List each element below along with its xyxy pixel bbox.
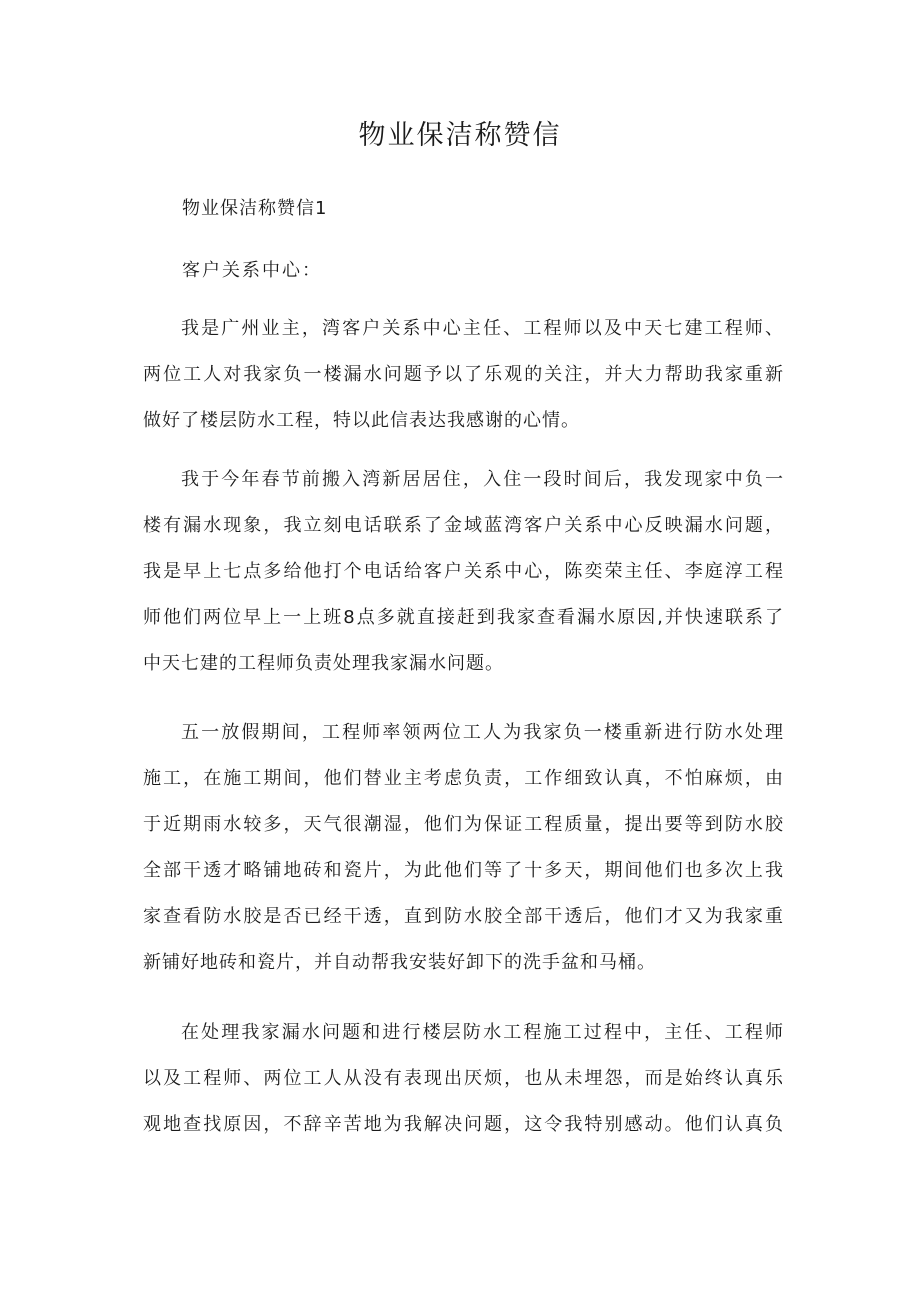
paragraph-line: 在处理我家漏水问题和进行楼层防水工程施工过程中，主任、工程师 [181, 1022, 783, 1043]
paragraph-line: 全部干透才略铺地砖和瓷片，为此他们等了十多天，期间他们也多次上我 [143, 860, 783, 881]
paragraph-line: 以及工程师、两位工人从没有表现出厌烦，也从未埋怨，而是始终认真乐 [143, 1068, 783, 1089]
letter-subtitle: 物业保洁称赞信1 [182, 198, 328, 219]
paragraph-line: 观地查找原因，不辞辛苦地为我解决问题，这令我特别感动。他们认真负 [143, 1114, 783, 1135]
paragraph-4 [143, 1010, 783, 1148]
paragraph-line: 新铺好地砖和瓷片，并自动帮我安装好卸下的洗手盆和马桶。 [143, 952, 656, 973]
paragraph-line: 我是早上七点多给他打个电话给客户关系中心，陈奕荣主任、李庭淳工程 [143, 561, 783, 582]
paragraph-1 [143, 306, 783, 444]
paragraph-line: 做好了楼层防水工程，特以此信表达我感谢的心情。 [143, 410, 580, 431]
paragraph-3 [143, 710, 783, 986]
paragraph-line: 施工，在施工期间，他们替业主考虑负责，工作细致认真，不怕麻烦，由 [143, 768, 783, 789]
paragraph-line: 我是广州业主，湾客户关系中心主任、工程师以及中天七建工程师、 [181, 318, 783, 339]
paragraph-line: 楼有漏水现象，我立刻电话联系了金域蓝湾客户关系中心反映漏水问题， [143, 515, 783, 536]
document-title: 物业保洁称赞信 [358, 120, 562, 151]
paragraph-line: 两位工人对我家负一楼漏水问题予以了乐观的关注，并大力帮助我家重新 [143, 364, 783, 385]
paragraph-line: 中天七建的工程师负责处理我家漏水问题。 [143, 653, 504, 674]
paragraph-line: 师他们两位早上一上班8点多就直接赶到我家查看漏水原因,并快速联系了 [143, 607, 783, 628]
paragraph-line: 五一放假期间，工程师率领两位工人为我家负一楼重新进行防水处理 [181, 722, 783, 743]
paragraph-line: 家查看防水胶是否已经干透，直到防水胶全部干透后，他们才又为我家重 [143, 906, 783, 927]
paragraph-2 [143, 457, 783, 687]
paragraph-line: 于近期雨水较多，天气很潮湿，他们为保证工程质量，提出要等到防水胶 [143, 814, 783, 835]
salutation: 客户关系中心： [182, 260, 322, 281]
paragraph-line: 我于今年春节前搬入湾新居居住，入住一段时间后，我发现家中负一 [181, 469, 783, 490]
